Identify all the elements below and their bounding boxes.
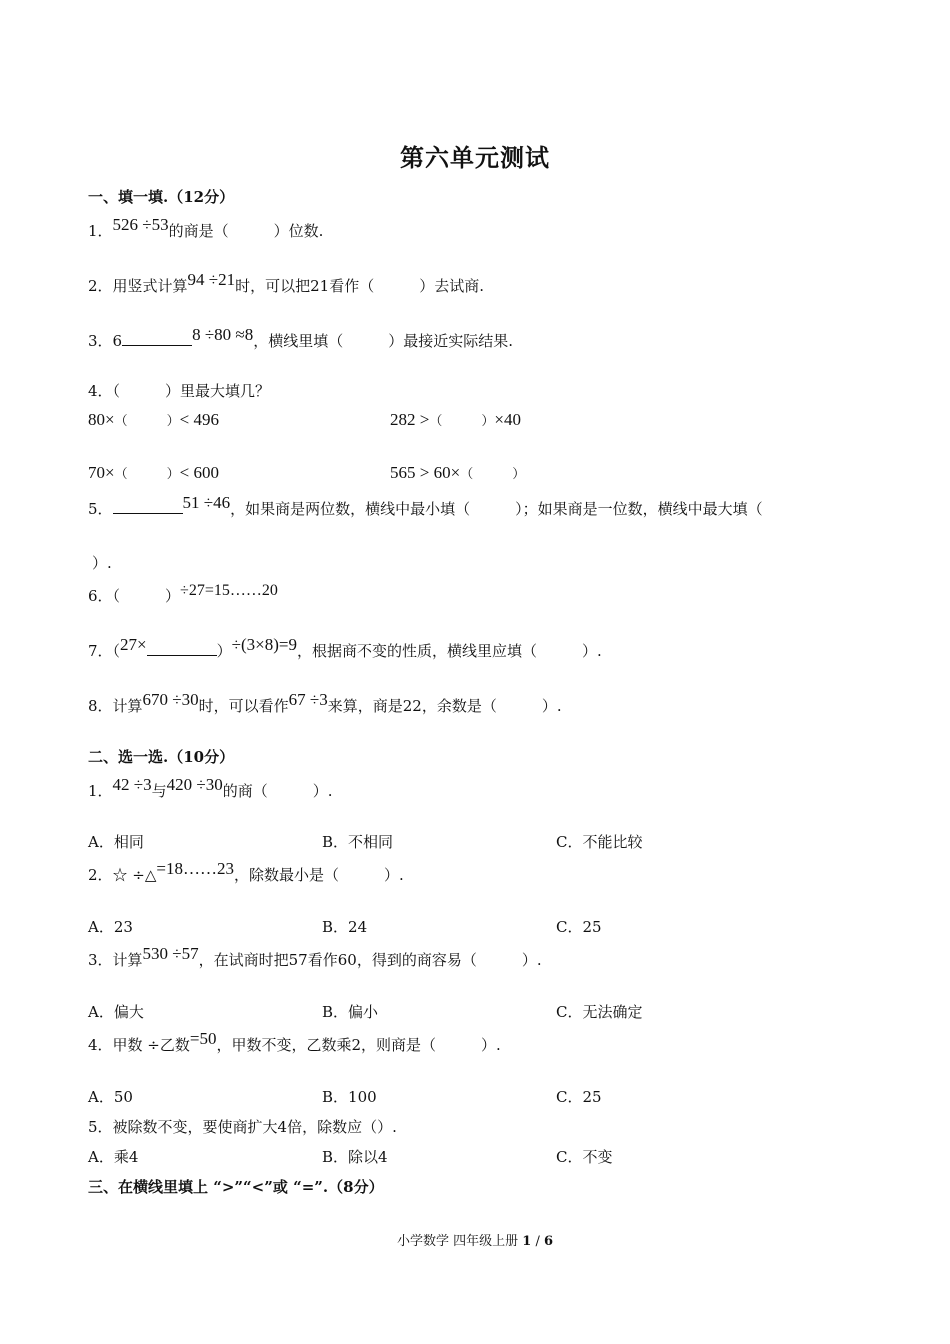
question-text: ，根据商不变的性质，横线里应填（ ）.	[296, 642, 602, 660]
q-number: 6．（ ）	[88, 587, 181, 605]
q-number: 1．	[88, 782, 113, 800]
s1-q4-item-c	[88, 463, 219, 483]
s2-question-3	[88, 944, 542, 970]
math-expression: ×40	[494, 410, 521, 429]
math-expression: 67 ÷3	[288, 690, 328, 709]
math-expression: 70×	[88, 463, 115, 482]
s1-question-1	[88, 215, 324, 241]
s2-q3-option-a[interactable]: A．偏大	[88, 1003, 144, 1021]
question-text: 时，可以把21看作（ ）去试商.	[235, 277, 484, 295]
s2-question-4	[88, 1029, 501, 1055]
page-title: 第六单元测试	[400, 143, 550, 172]
page-footer	[0, 1230, 950, 1249]
s2-question-5: 5．被除数不变，要使商扩大4倍，除数应（）.	[88, 1118, 397, 1136]
q-number: 7．（	[88, 642, 121, 660]
math-expression: 565 > 60×	[390, 463, 461, 482]
page-separator: /	[531, 1234, 544, 1249]
s2-question-2	[88, 859, 404, 885]
question-text: 的商（ ）.	[222, 782, 333, 800]
question-text: ，在试商时把57看作60，得到的商容易（ ）.	[198, 951, 542, 969]
math-expression: ÷(3×8)=9	[231, 635, 297, 654]
s2-q1-option-a[interactable]: A．相同	[88, 833, 144, 851]
q-number: 5．	[88, 500, 113, 518]
s1-question-5	[88, 493, 763, 519]
answer-paren[interactable]: （ ）	[114, 414, 180, 429]
s1-question-4: 4．（ ）里最大填几？	[88, 382, 271, 400]
s1-question-8	[88, 690, 562, 716]
s1-question-6	[88, 582, 278, 606]
math-expression: < 600	[179, 463, 219, 482]
s2-q5-option-b[interactable]: B．除以4	[322, 1148, 388, 1166]
answer-paren[interactable]: （ ）	[429, 414, 495, 429]
s2-q2-option-b[interactable]: B．24	[322, 918, 368, 936]
section-3-heading: 三、在横线里填上 “>”“<”或 “=”.（8分）	[88, 1178, 384, 1196]
question-text: 时，可以看作	[198, 697, 289, 715]
math-expression: =50	[189, 1029, 217, 1048]
answer-blank[interactable]	[113, 499, 183, 514]
s1-question-3	[88, 325, 514, 351]
q-number: 2．☆ ÷△	[88, 866, 157, 884]
s1-q4-item-b	[390, 410, 521, 430]
question-prefix: 2．用竖式计算	[88, 277, 188, 295]
s2-q3-option-b[interactable]: B．偏小	[322, 1003, 379, 1021]
s1-q5-tail: ）.	[92, 554, 112, 572]
math-expression: 27×	[120, 635, 147, 654]
page-total: 6	[543, 1234, 554, 1249]
s2-q3-option-c[interactable]: C．无法确定	[556, 1003, 643, 1021]
math-expression: ÷27=15……20	[180, 582, 278, 599]
question-prefix: 8．计算	[88, 697, 143, 715]
question-text: 来算，商是22，余数是（ ）.	[327, 697, 562, 715]
section-1-heading: 一、填一填.（12分）	[88, 188, 235, 206]
math-expression: 530 ÷57	[142, 944, 199, 963]
math-expression: 51 ÷46	[182, 493, 231, 512]
question-text: 的商是（ ）位数.	[168, 222, 324, 240]
paren-close: ）	[216, 642, 232, 660]
question-text: ，甲数不变，乙数乘2，则商是（ ）.	[216, 1036, 501, 1054]
question-prefix: 4．甲数 ÷乙数	[88, 1036, 190, 1054]
s2-q4-option-a[interactable]: A．50	[88, 1088, 133, 1106]
math-expression: =18……23	[156, 859, 235, 878]
s2-q4-option-b[interactable]: B．100	[322, 1088, 377, 1106]
math-expression: 94 ÷21	[187, 270, 236, 289]
answer-blank[interactable]	[122, 331, 192, 346]
answer-paren[interactable]: （ ）	[460, 467, 526, 482]
question-text: ，如果商是两位数，横线中最小填（ ）；如果商是一位数，横线中最大填（	[230, 500, 763, 518]
math-expression: 8 ÷80 ≈8	[192, 325, 254, 344]
math-expression: 80×	[88, 410, 115, 429]
math-expression: 526 ÷53	[112, 215, 169, 234]
math-expression: 282 >	[390, 410, 430, 429]
answer-paren[interactable]: （ ）	[114, 467, 180, 482]
question-text: 与	[151, 782, 167, 800]
question-text: ，除数最小是（ ）.	[234, 866, 404, 884]
s2-q5-option-c[interactable]: C．不变	[556, 1148, 613, 1166]
s2-q2-option-c[interactable]: C．25	[556, 918, 602, 936]
s1-question-7	[88, 635, 602, 661]
s1-q4-item-d	[390, 463, 525, 483]
s2-q1-option-c[interactable]: C．不能比较	[556, 833, 643, 851]
s1-question-2	[88, 270, 484, 296]
math-expression: 42 ÷3	[112, 775, 152, 794]
s2-q4-option-c[interactable]: C．25	[556, 1088, 602, 1106]
question-text: ，横线里填（ ）最接近实际结果.	[253, 332, 514, 350]
s1-q4-item-a	[88, 410, 219, 430]
s2-q5-option-a[interactable]: A．乘4	[88, 1148, 139, 1166]
question-prefix: 3．计算	[88, 951, 143, 969]
s2-q1-option-b[interactable]: B．不相同	[322, 833, 394, 851]
q-number: 1．	[88, 222, 113, 240]
math-expression: < 496	[179, 410, 219, 429]
s2-q2-option-a[interactable]: A．23	[88, 918, 133, 936]
footer-text: 小学数学 四年级上册	[396, 1234, 519, 1249]
answer-blank[interactable]	[147, 641, 217, 656]
page-number: 1	[522, 1234, 532, 1249]
question-prefix: 3．6	[88, 332, 123, 350]
s2-question-1	[88, 775, 333, 801]
section-2-heading: 二、选一选.（10分）	[88, 748, 235, 766]
math-expression: 670 ÷30	[142, 690, 199, 709]
math-expression: 420 ÷30	[166, 775, 223, 794]
